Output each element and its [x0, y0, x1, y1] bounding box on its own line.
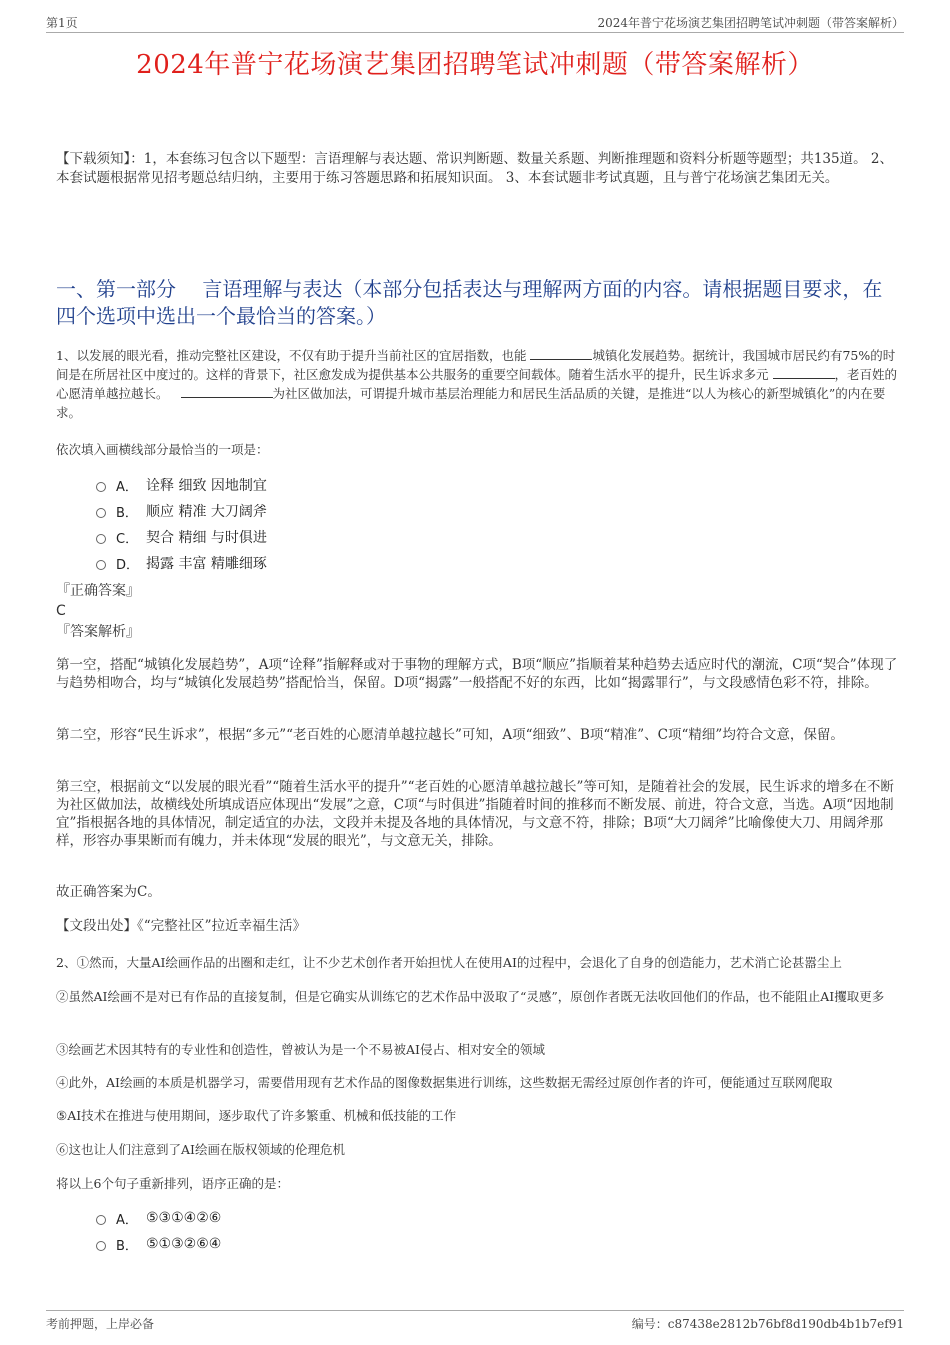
footer-slogan: 考前押题，上岸必备 — [46, 1317, 155, 1331]
analysis-para-1: 第一空，搭配“城镇化发展趋势”，A项“诠释”指解释或对于事物的理解方式，B项“顺应”指顺着某种趋势去适应时代的潮流，C项“契合”体现了与趋势相吻合，均与“城镇化发展趋势”搭配恰当，保留。D项“揭露”一般搭配不好的东西，比如“揭露罪行”，与文段感情色彩不符，排除。 — [56, 657, 898, 691]
download-notice: 【下载须知】：1，本套练习包含以下题型：言语理解与表达题、常识判断题、数量关系题、判断推理题和资料分析题等题型；共135道。 2、本套试题根据常见招考题总结归纳，主要用于练习答题思路和拓展知识面。 3、本套试题非考试真题，且与普宁花场演艺集团无关。 — [56, 151, 893, 186]
answer-label: 『正确答案』 — [56, 583, 140, 599]
analysis-label: 『答案解析』 — [56, 624, 140, 640]
radio-icon[interactable] — [96, 1215, 106, 1225]
q1-text-part4: 为社区做加法，可谓提升城市基层治理能力和居民生活品质的关键，是推进“以人为核心的新型城镇化”的内在要求。 — [56, 386, 886, 420]
q1-options — [96, 472, 267, 576]
page-number: 第1页 — [46, 16, 78, 30]
q1-text-part1: 1、以发展的眼光看，推动完整社区建设，不仅有助于提升当前社区的宜居指数，也能 — [56, 348, 527, 363]
radio-icon[interactable] — [96, 534, 106, 544]
radio-icon[interactable] — [96, 508, 106, 518]
q1-option-c[interactable]: C． 契合 精细 与时俱进 — [96, 524, 267, 550]
q1-option-a[interactable]: A． 诠释 细致 因地制宜 — [96, 472, 267, 498]
q2-sentence-6: ⑥这也让人们注意到了AI绘画在版权领域的伦理危机 — [56, 1142, 345, 1157]
radio-icon[interactable] — [96, 560, 106, 570]
page-header — [46, 12, 904, 33]
q1-source: 【文段出处】《“完整社区”拉近幸福生活》 — [56, 918, 307, 934]
q2-prompt: 将以上6个句子重新排列，语序正确的是： — [56, 1176, 289, 1191]
q2-sentence-1: 2、①然而，大量AI绘画作品的出圈和走红，让不少艺术创作者开始担忧人在使用AI的过程中，会退化了自身的创造能力，艺术消亡论甚嚣尘上 — [56, 955, 842, 970]
document-title: 2024年普宁花场演艺集团招聘笔试冲刺题（带答案解析） — [136, 50, 814, 80]
q2-option-b[interactable]: B． ⑤①③②⑥④ — [96, 1231, 221, 1257]
analysis-para-3: 第三空，根据前文“以发展的眼光看”“随着生活水平的提升”“老百姓的心愿清单越拉越长”等可知，是随着社会的发展，民生诉求的增多在不断为社区做加法，故横线处所填成语应体现出“发展”之意，C项“与时俱进”指随着时间的推移而不断发展、前进，符合文意，当选。A项“因地制宜”指根据各地的具体情况，制定适宜的办法，文段并未提及各地的具体情况，与文意不符，排除；B项“大刀阔斧”比喻像使大刀、用阔斧那样，形容办事果断而有魄力，并未体现“发展的眼光”，与文意无关，排除。 — [56, 779, 894, 849]
q1-option-b[interactable]: B． 顺应 精准 大刀阔斧 — [96, 498, 267, 524]
q1-text-part3: ，老百姓的心愿清单越拉越长。 — [56, 367, 898, 401]
section-heading: 一、第一部分 言语理解与表达（本部分包括表达与理解两方面的内容。请根据题目要求，在四个选项中选出一个最恰当的答案。） — [56, 277, 883, 328]
page-footer — [46, 1310, 904, 1331]
q2-sentence-3: ③绘画艺术因其特有的专业性和创造性，曾被认为是一个不易被AI侵占、相对安全的领域 — [56, 1042, 545, 1057]
q2-sentence-2: ②虽然AI绘画不是对已有作品的直接复制，但是它确实从训练它的艺术作品中汲取了“灵感”，原创作者既无法收回他们的作品，也不能阻止AI攫取更多 — [56, 989, 885, 1004]
q2-option-a[interactable]: A． ⑤③①④②⑥ — [96, 1205, 221, 1231]
q1-blank-2 — [773, 366, 835, 379]
q1-blank-3 — [181, 385, 273, 398]
answer-value: C — [56, 603, 66, 619]
q1-blank-1 — [530, 347, 592, 360]
q2-sentence-5: ⑤AI技术在推进与使用期间，逐步取代了许多繁重、机械和低技能的工作 — [56, 1108, 457, 1123]
footer-doc-id: 编号：c87438e2812b76bf8d190db4b1b7ef91 — [631, 1317, 904, 1331]
header-doc-title: 2024年普宁花场演艺集团招聘笔试冲刺题（带答案解析） — [597, 16, 904, 30]
q1-prompt: 依次填入画横线部分最恰当的一项是： — [56, 442, 269, 457]
q2-sentence-4: ④此外，AI绘画的本质是机器学习，需要借用现有艺术作品的图像数据集进行训练，这些数据无需经过原创作者的许可，便能通过互联网爬取 — [56, 1075, 833, 1090]
analysis-conclusion: 故正确答案为C。 — [56, 884, 161, 900]
q2-options — [96, 1205, 221, 1257]
analysis-para-2: 第二空，形容“民生诉求”，根据“多元”“老百姓的心愿清单越拉越长”可知，A项“细致”、B项“精准”、C项“精细”均符合文意，保留。 — [56, 727, 844, 743]
q1-option-d[interactable]: D． 揭露 丰富 精雕细琢 — [96, 550, 267, 576]
question-1-stem — [56, 346, 898, 422]
radio-icon[interactable] — [96, 482, 106, 492]
radio-icon[interactable] — [96, 1241, 106, 1251]
q1-text-part2: 城镇化发展趋势。据统计，我国城市居民约有75%的时间是在所居社区中度过的。这样的背景下，社区愈发成为提供基本公共服务的重要空间载体。随着生活水平的提升，民生诉求多元 — [56, 348, 896, 382]
